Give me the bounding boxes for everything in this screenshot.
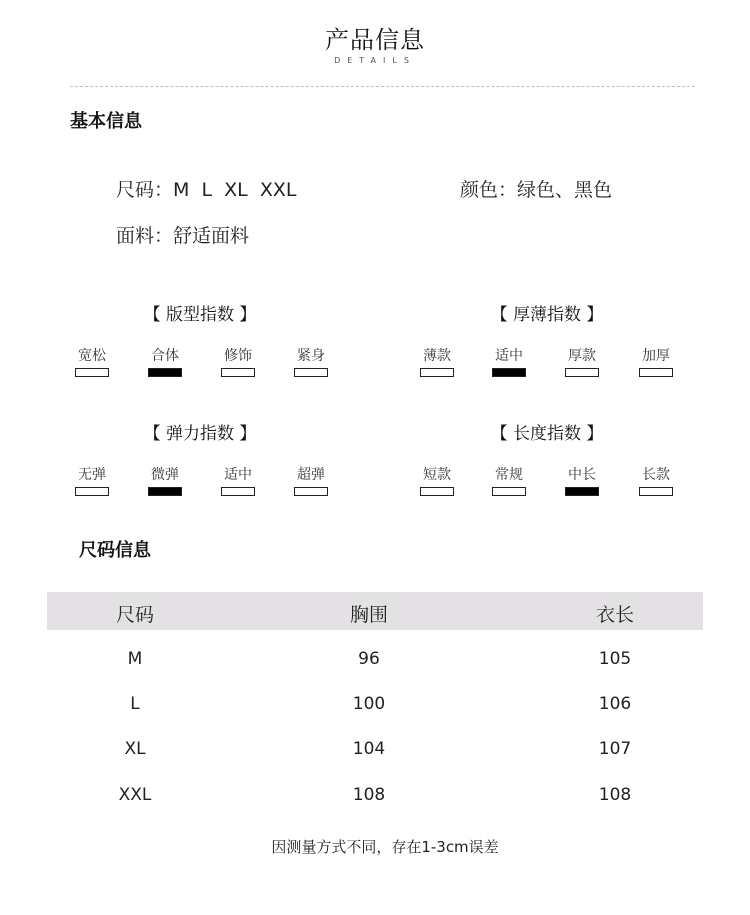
table-cell: XXL [118,785,152,805]
length-option-box [639,487,673,496]
fit-option-label: 宽松 [78,348,106,364]
measurement-note: 因测量方式不同，存在1-3cm误差 [271,838,499,856]
thickness-option-box [565,368,599,377]
elasticity-option-box [221,487,255,496]
length-option-box [565,487,599,496]
table-cell: 106 [598,694,632,714]
page-subtitle: DETAILS [334,56,416,65]
table-cell: L [130,694,140,714]
fit-option-box [294,368,328,377]
fit-option-label: 合体 [151,348,179,364]
length-option-box [420,487,454,496]
table-cell: 105 [598,649,632,669]
fit-option-label: 紧身 [297,348,325,364]
fabric-text: 面料：舒适面料 [116,225,250,247]
table-cell: XL [124,739,146,759]
elasticity-option-box [148,487,182,496]
fit-option-box [75,368,109,377]
thickness-option-box [639,368,673,377]
length-option-box [492,487,526,496]
elasticity-option-label: 超弹 [297,467,325,483]
table-cell: 108 [352,785,386,805]
elasticity-option-label: 无弹 [78,467,106,483]
column-header-chest: 胸围 [349,604,388,626]
table-cell: 107 [598,739,632,759]
column-header-length: 衣长 [595,604,634,626]
fit-option-box [148,368,182,377]
color-options-text: 颜色：绿色、黑色 [460,179,613,201]
table-cell: 96 [358,649,380,669]
page-title: 产品信息 [325,26,425,54]
length-option-label: 长款 [642,467,670,483]
fit-option-label: 修饰 [224,348,252,364]
length-option-label: 常规 [495,467,523,483]
size-options-text: 尺码：M L XL XXL [116,179,297,201]
thickness-index-title: 【 厚薄指数 】 [490,305,604,325]
thickness-option-label: 加厚 [642,348,670,364]
fit-option-box [221,368,255,377]
length-option-label: 中长 [568,467,596,483]
thickness-option-box [420,368,454,377]
elasticity-option-box [294,487,328,496]
table-cell: 100 [352,694,386,714]
elasticity-option-label: 适中 [224,467,252,483]
dashed-divider [70,86,695,87]
length-index-title: 【 长度指数 】 [490,424,604,444]
table-cell: 108 [598,785,632,805]
size-info-heading: 尺码信息 [79,540,151,561]
elasticity-option-box [75,487,109,496]
thickness-option-label: 适中 [495,348,523,364]
elasticity-option-label: 微弹 [151,467,179,483]
fit-index-title: 【 版型指数 】 [143,305,257,325]
table-cell: 104 [352,739,386,759]
length-option-label: 短款 [423,467,451,483]
thickness-option-label: 厚款 [568,348,596,364]
basic-info-heading: 基本信息 [70,111,142,132]
elasticity-index-title: 【 弹力指数 】 [143,424,257,444]
column-header-size: 尺码 [115,604,154,626]
thickness-option-label: 薄款 [423,348,451,364]
table-cell: M [127,649,143,669]
thickness-option-box [492,368,526,377]
